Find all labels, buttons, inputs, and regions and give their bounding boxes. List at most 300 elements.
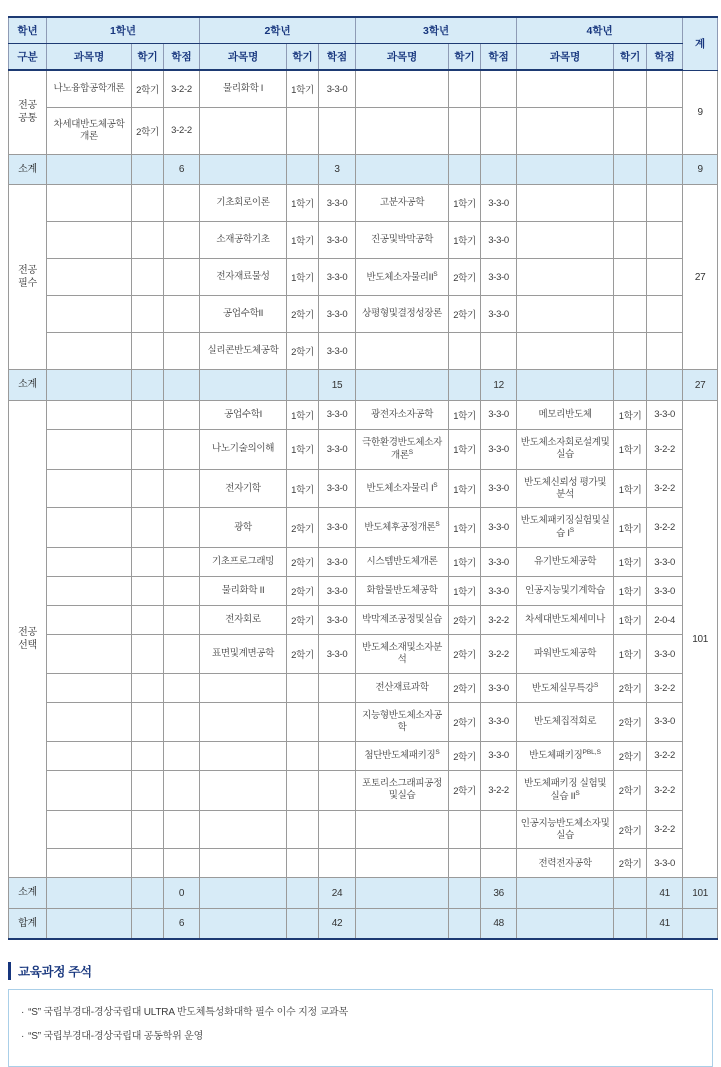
course-name: 소재공학기초 <box>216 234 270 246</box>
course-superscript: S <box>435 749 440 757</box>
course-row <box>9 222 718 259</box>
credit-cell <box>319 810 356 849</box>
semester-cell <box>287 741 319 770</box>
semester-cell: 1학기 <box>614 400 647 429</box>
course-name-cell <box>356 741 449 770</box>
header-year-1: 1학년 <box>47 17 200 44</box>
header-semester-y2: 학기 <box>287 44 319 71</box>
semester-cell: 2학기 <box>449 674 481 703</box>
credit-cell: 3-3-0 <box>481 222 517 259</box>
semester-cell: 2학기 <box>287 606 319 635</box>
credit-cell: 3-3-0 <box>481 185 517 222</box>
semester-cell: 1학기 <box>287 400 319 429</box>
credit-cell <box>481 333 517 370</box>
credit-cell: 3-3-0 <box>319 222 356 259</box>
course-name-cell <box>47 333 132 370</box>
semester-cell <box>132 400 164 429</box>
semester-cell <box>287 703 319 742</box>
subtotal-row-credit-cell: 36 <box>481 878 517 909</box>
credit-cell <box>481 849 517 878</box>
course-name-cell <box>356 429 449 469</box>
course-name-cell <box>356 222 449 259</box>
semester-cell: 2학기 <box>449 635 481 674</box>
course-name-cell <box>200 606 287 635</box>
subtotal-row-label: 소계 <box>9 878 47 909</box>
empty-semester-cell <box>449 878 481 909</box>
course-name: 고분자공학 <box>379 197 425 209</box>
course-name-cell <box>517 296 614 333</box>
course-name-cell <box>200 810 287 849</box>
semester-cell <box>287 770 319 810</box>
course-name-cell <box>47 70 132 108</box>
section-label: 전공필수 <box>9 185 47 370</box>
credit-cell: 3-2-2 <box>164 70 200 108</box>
subtotal-row-label: 소계 <box>9 154 47 185</box>
course-name: 파워반도체공학 <box>534 648 597 660</box>
course-name-cell <box>356 185 449 222</box>
credit-cell <box>164 741 200 770</box>
credit-cell: 3-3-0 <box>319 606 356 635</box>
header-row-subcols <box>9 44 718 71</box>
credit-cell <box>647 70 683 108</box>
course-name: 공업수학II <box>222 308 264 320</box>
course-name-cell <box>356 108 449 155</box>
credit-cell <box>647 108 683 155</box>
credit-cell <box>164 508 200 548</box>
course-name: 기초프로그래밍 <box>211 556 275 568</box>
empty-semester-cell <box>449 908 481 939</box>
course-name-cell <box>517 185 614 222</box>
semester-cell: 1학기 <box>614 508 647 548</box>
course-name-cell <box>47 606 132 635</box>
course-row <box>9 469 718 508</box>
course-name-cell <box>200 469 287 508</box>
semester-cell: 2학기 <box>449 741 481 770</box>
subtotal-row-credit-cell: 24 <box>319 878 356 909</box>
semester-cell <box>132 770 164 810</box>
credit-cell: 3-3-0 <box>319 296 356 333</box>
semester-cell: 1학기 <box>614 429 647 469</box>
subtotal-row-total-cell: 27 <box>683 370 718 401</box>
empty-course-cell <box>200 908 287 939</box>
credit-cell: 3-3-0 <box>319 577 356 606</box>
course-name-cell <box>47 469 132 508</box>
semester-cell: 1학기 <box>449 429 481 469</box>
course-name: 반도체신뢰성 평가및분석 <box>523 476 607 500</box>
semester-cell <box>449 108 481 155</box>
subtotal-row-credit-cell: 3 <box>319 154 356 185</box>
semester-cell: 2학기 <box>614 849 647 878</box>
credit-cell: 3-3-0 <box>319 185 356 222</box>
course-name: 메모리반도체 <box>538 408 592 420</box>
credit-cell: 3-3-0 <box>481 741 517 770</box>
credit-cell <box>164 577 200 606</box>
course-name-cell <box>517 770 614 810</box>
course-row <box>9 70 718 108</box>
semester-cell: 2학기 <box>449 606 481 635</box>
course-name-cell <box>356 849 449 878</box>
empty-course-cell <box>517 878 614 909</box>
credit-cell: 3-3-0 <box>481 674 517 703</box>
credit-cell <box>164 469 200 508</box>
course-name-cell <box>517 849 614 878</box>
course-name: 반도체소재및소자분석 <box>362 642 443 666</box>
header-row-years <box>9 17 718 44</box>
semester-cell: 1학기 <box>287 259 319 296</box>
credit-cell: 3-2-2 <box>164 108 200 155</box>
course-row <box>9 606 718 635</box>
empty-semester-cell <box>614 370 647 401</box>
credit-cell: 3-2-2 <box>647 741 683 770</box>
subtotal-row-credit-cell: 15 <box>319 370 356 401</box>
course-name-cell <box>47 259 132 296</box>
semester-cell: 2학기 <box>449 296 481 333</box>
semester-cell: 2학기 <box>614 741 647 770</box>
notes-heading: 교육과정 주석 <box>8 962 713 980</box>
empty-course-cell <box>517 154 614 185</box>
course-name-cell <box>200 849 287 878</box>
course-name: 시스템반도체개론 <box>366 556 438 568</box>
course-row <box>9 400 718 429</box>
note-text: “S” 국립부경대-경상국립대 공동학위 운영 <box>28 1031 204 1043</box>
grand-total-row-credit-cell: 48 <box>481 908 517 939</box>
semester-cell <box>132 548 164 577</box>
semester-cell: 1학기 <box>449 222 481 259</box>
subtotal-row-credit-cell <box>164 370 200 401</box>
note-item <box>21 1003 700 1018</box>
semester-cell: 1학기 <box>287 222 319 259</box>
semester-cell <box>132 849 164 878</box>
header-course-y1: 과목명 <box>47 44 132 71</box>
credit-cell <box>164 849 200 878</box>
semester-cell: 1학기 <box>287 469 319 508</box>
semester-cell <box>449 333 481 370</box>
course-name-cell <box>356 296 449 333</box>
course-name-cell <box>517 259 614 296</box>
credit-cell: 3-3-0 <box>319 333 356 370</box>
semester-cell: 2학기 <box>132 70 164 108</box>
credit-cell: 3-3-0 <box>481 296 517 333</box>
credit-cell: 3-3-0 <box>481 259 517 296</box>
header-course-y3: 과목명 <box>356 44 449 71</box>
course-name-cell <box>47 508 132 548</box>
course-row <box>9 548 718 577</box>
empty-semester-cell <box>132 154 164 185</box>
semester-cell: 1학기 <box>287 185 319 222</box>
course-name: 기초회로이론 <box>216 197 270 209</box>
semester-cell <box>132 635 164 674</box>
semester-cell <box>287 810 319 849</box>
course-name: 화합물반도체공학 <box>366 585 438 597</box>
empty-semester-cell <box>132 908 164 939</box>
semester-cell: 1학기 <box>449 400 481 429</box>
subtotal-row-credit-cell <box>481 154 517 185</box>
course-name-cell <box>47 400 132 429</box>
subtotal-row <box>9 370 718 401</box>
semester-cell: 2학기 <box>449 259 481 296</box>
section-total-cell: 9 <box>683 70 718 154</box>
bullet-icon: · <box>21 1031 25 1043</box>
empty-course-cell <box>517 370 614 401</box>
course-name: 전자기학 <box>225 482 261 494</box>
course-name-cell <box>200 185 287 222</box>
credit-cell <box>164 222 200 259</box>
semester-cell: 2학기 <box>614 674 647 703</box>
course-name-cell <box>200 770 287 810</box>
subtotal-row-label: 소계 <box>9 370 47 401</box>
credit-cell <box>164 259 200 296</box>
credit-cell <box>319 674 356 703</box>
bullet-icon: · <box>21 1007 25 1019</box>
semester-cell <box>132 429 164 469</box>
credit-cell <box>647 222 683 259</box>
course-superscript: S <box>435 521 440 529</box>
credit-cell: 3-3-0 <box>319 429 356 469</box>
semester-cell <box>614 108 647 155</box>
curriculum-tbody <box>9 70 718 939</box>
course-name: 공업수학I <box>224 408 262 420</box>
course-name: 광전자소자공학 <box>370 408 434 420</box>
course-row <box>9 185 718 222</box>
semester-cell <box>614 185 647 222</box>
subtotal-row-credit-cell <box>647 370 683 401</box>
semester-cell: 2학기 <box>614 810 647 849</box>
grand-total-row-credit-cell: 41 <box>647 908 683 939</box>
credit-cell <box>164 296 200 333</box>
course-name: 나노융합공학개론 <box>53 83 125 95</box>
course-name-cell <box>517 635 614 674</box>
course-name-cell <box>356 548 449 577</box>
credit-cell <box>319 770 356 810</box>
grand-total-row-total-cell <box>683 908 718 939</box>
credit-cell: 3-3-0 <box>481 577 517 606</box>
course-name-cell <box>47 741 132 770</box>
credit-cell: 3-3-0 <box>481 548 517 577</box>
semester-cell <box>132 674 164 703</box>
subtotal-row-total-cell: 101 <box>683 878 718 909</box>
credit-cell: 3-2-2 <box>647 810 683 849</box>
semester-cell: 2학기 <box>287 296 319 333</box>
empty-course-cell <box>200 370 287 401</box>
course-superscript: S <box>433 482 438 490</box>
empty-semester-cell <box>132 370 164 401</box>
credit-cell <box>164 703 200 742</box>
course-name-cell <box>356 70 449 108</box>
course-row <box>9 849 718 878</box>
empty-semester-cell <box>287 878 319 909</box>
semester-cell: 1학기 <box>449 508 481 548</box>
section-total-cell: 101 <box>683 400 718 878</box>
course-row <box>9 296 718 333</box>
course-name: 차세대반도체공학개론 <box>53 119 125 142</box>
credit-cell <box>319 108 356 155</box>
empty-semester-cell <box>287 154 319 185</box>
course-name-cell <box>356 635 449 674</box>
semester-cell <box>287 108 319 155</box>
credit-cell: 3-2-2 <box>481 606 517 635</box>
section-label: 전공공통 <box>9 70 47 154</box>
course-superscript: S <box>433 270 438 278</box>
semester-cell: 1학기 <box>614 577 647 606</box>
empty-course-cell <box>356 878 449 909</box>
empty-course-cell <box>200 878 287 909</box>
header-credit-y1: 학점 <box>164 44 200 71</box>
course-name: 박막제조공정및실습 <box>362 614 443 626</box>
semester-cell <box>132 703 164 742</box>
credit-cell: 3-3-0 <box>319 548 356 577</box>
credit-cell <box>164 333 200 370</box>
course-name-cell <box>200 259 287 296</box>
course-name-cell <box>356 333 449 370</box>
empty-semester-cell <box>287 908 319 939</box>
course-name-cell <box>517 508 614 548</box>
header-credit-y3: 학점 <box>481 44 517 71</box>
course-name: 실리콘반도체공학 <box>207 345 279 357</box>
course-name-cell <box>517 548 614 577</box>
course-name-cell <box>517 222 614 259</box>
credit-cell <box>164 606 200 635</box>
course-name: 전자회로 <box>225 614 261 626</box>
course-name-cell <box>517 400 614 429</box>
course-superscript: S <box>575 789 580 797</box>
credit-cell: 3-3-0 <box>481 508 517 548</box>
semester-cell: 2학기 <box>614 770 647 810</box>
semester-cell <box>287 849 319 878</box>
semester-cell: 2학기 <box>132 108 164 155</box>
course-name-cell <box>356 259 449 296</box>
section-label: 전공선택 <box>9 400 47 878</box>
empty-semester-cell <box>614 878 647 909</box>
credit-cell: 3-2-2 <box>647 508 683 548</box>
credit-cell <box>319 849 356 878</box>
course-name-cell <box>200 548 287 577</box>
course-row <box>9 674 718 703</box>
semester-cell <box>614 259 647 296</box>
course-name-cell <box>200 70 287 108</box>
semester-cell: 2학기 <box>449 770 481 810</box>
semester-cell <box>614 222 647 259</box>
empty-course-cell <box>47 908 132 939</box>
course-name-cell <box>517 703 614 742</box>
course-row <box>9 508 718 548</box>
credit-cell <box>164 635 200 674</box>
course-name-cell <box>517 810 614 849</box>
course-name-cell <box>200 741 287 770</box>
course-name-cell <box>517 333 614 370</box>
course-name: 전자재료물성 <box>216 271 270 283</box>
course-name-cell <box>517 108 614 155</box>
course-name-cell <box>47 108 132 155</box>
subtotal-row-credit-cell: 0 <box>164 878 200 909</box>
semester-cell: 1학기 <box>287 429 319 469</box>
semester-cell <box>614 70 647 108</box>
credit-cell <box>319 741 356 770</box>
course-name: 표면및계면공학 <box>211 648 275 660</box>
course-row <box>9 333 718 370</box>
credit-cell <box>164 185 200 222</box>
credit-cell: 3-3-0 <box>481 703 517 742</box>
credit-cell <box>647 259 683 296</box>
semester-cell <box>449 849 481 878</box>
header-credit-y4: 학점 <box>647 44 683 71</box>
credit-cell <box>164 548 200 577</box>
semester-cell: 1학기 <box>449 548 481 577</box>
course-name: 전력전자공학 <box>538 857 592 869</box>
credit-cell <box>481 108 517 155</box>
credit-cell: 3-3-0 <box>481 469 517 508</box>
semester-cell <box>449 70 481 108</box>
credit-cell: 3-3-0 <box>647 548 683 577</box>
course-name-cell <box>200 674 287 703</box>
credit-cell: 3-3-0 <box>647 577 683 606</box>
course-name-cell <box>356 674 449 703</box>
credit-cell <box>164 810 200 849</box>
course-name-cell <box>200 296 287 333</box>
subtotal-row <box>9 878 718 909</box>
header-year-2: 2학년 <box>200 17 356 44</box>
course-name: 반도체패키징 실험및실습 II <box>523 777 607 802</box>
semester-cell: 1학기 <box>614 606 647 635</box>
header-category-label: 구분 <box>9 44 47 71</box>
empty-semester-cell <box>287 370 319 401</box>
credit-cell: 3-2-2 <box>647 429 683 469</box>
header-year-3: 3학년 <box>356 17 517 44</box>
credit-cell <box>164 674 200 703</box>
empty-course-cell <box>356 370 449 401</box>
grand-total-row <box>9 908 718 939</box>
credit-cell: 3-2-2 <box>647 469 683 508</box>
grand-total-row-label: 합계 <box>9 908 47 939</box>
header-total-label: 계 <box>683 17 718 70</box>
subtotal-row-credit-cell: 6 <box>164 154 200 185</box>
header-semester-y1: 학기 <box>132 44 164 71</box>
notes-box <box>8 989 713 1067</box>
semester-cell <box>132 508 164 548</box>
course-name-cell <box>517 70 614 108</box>
course-name: 반도체집적회로 <box>534 716 597 727</box>
credit-cell <box>481 70 517 108</box>
credit-cell: 3-3-0 <box>319 259 356 296</box>
course-superscript: S <box>408 448 414 456</box>
semester-cell: 1학기 <box>449 469 481 508</box>
semester-cell <box>614 333 647 370</box>
credit-cell: 3-2-2 <box>481 635 517 674</box>
semester-cell <box>132 333 164 370</box>
course-name-cell <box>200 400 287 429</box>
semester-cell: 1학기 <box>449 577 481 606</box>
semester-cell <box>614 296 647 333</box>
credit-cell: 3-3-0 <box>481 429 517 469</box>
empty-semester-cell <box>614 154 647 185</box>
grand-total-row-credit-cell: 6 <box>164 908 200 939</box>
course-name-cell <box>47 548 132 577</box>
empty-semester-cell <box>614 908 647 939</box>
course-name-cell <box>356 770 449 810</box>
credit-cell: 3-3-0 <box>319 635 356 674</box>
course-name: 나노기술의이해 <box>211 443 275 455</box>
course-row <box>9 741 718 770</box>
semester-cell: 2학기 <box>287 577 319 606</box>
semester-cell: 1학기 <box>287 70 319 108</box>
header-year-4: 4학년 <box>517 17 683 44</box>
semester-cell: 1학기 <box>449 185 481 222</box>
course-name: 포토리소그래피공정및실습 <box>362 778 443 802</box>
note-item <box>21 1027 700 1042</box>
credit-cell: 3-3-0 <box>647 849 683 878</box>
course-name-cell <box>200 508 287 548</box>
course-name: 첨단반도체패키징 <box>364 750 436 762</box>
course-name: 물리화학 II <box>221 585 265 597</box>
